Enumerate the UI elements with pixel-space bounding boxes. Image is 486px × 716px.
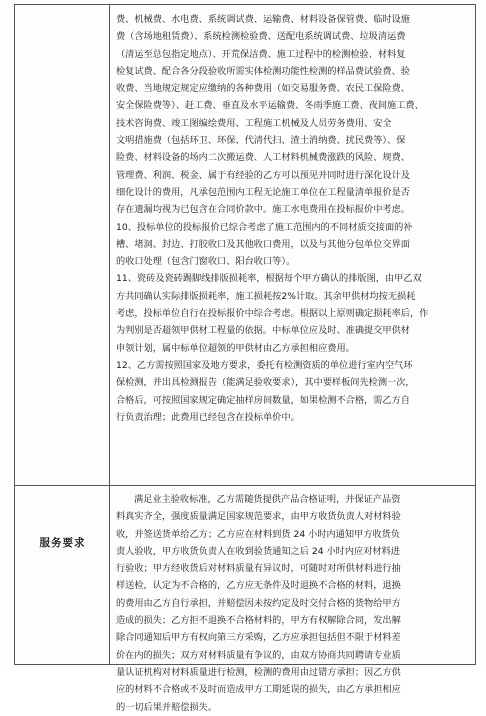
text-line: 的一切后果并赔偿损失。 (116, 701, 218, 713)
text-line: 方共同确认实际排版损耗率，施工损耗按2%计取。其余甲供材均按无损耗 (116, 290, 416, 302)
text-line: 料真实齐全，强度质量满足国家规范要求，由甲方收货负责人对材料验 (116, 511, 401, 523)
requirements-table (14, 4, 476, 713)
text-line: 价在内的损失；双方对材料质量有争议的，由双方协商共同聘请专业质 (116, 649, 401, 661)
text-line: 安全保险费等）、赶工费、垂直及水平运输费、冬雨季施工费、夜间施工费、 (116, 100, 424, 112)
text-line: 满足业主验收标准，乙方需随货提供产品合格证明，并保证产品资 (134, 494, 401, 505)
left-column (15, 5, 110, 664)
text-line: 存在遗漏均视为已包含在合同价款中。施工水电费用在投标报价中考虑。 (116, 204, 410, 216)
service-requirements-text (116, 491, 470, 716)
text-line: 行负责治理；此费用已经包含在投标单价中。 (116, 411, 300, 423)
text-line: 槽、堵洞、封边、打胶收口及其他收口费用，以及与其他分包单位交界面 (116, 238, 410, 250)
text-line: 收费、当地规定规定应缴纳的各种费用（如交易服务费、农民工保险费、 (116, 83, 410, 95)
text-line: 考虑，投标单位自行在投标报价中综合考虑。根据以上原则确定损耗率后，作 (116, 308, 429, 320)
text-line: 量认证机构对材料质量进行检测，检测的费用由过错方承担；因乙方供 (116, 666, 401, 678)
text-line: 除合同通知后甲方有权向第三方采购，乙方应承担包括但不限于材料差 (116, 632, 401, 644)
text-line: 收，并签送货单给乙方；乙方应在材料到货 24 小时内通知甲方收货负 (116, 528, 400, 540)
text-line: 为判别是否超领甲供材工程量的依据。中标单位应及时、准确提交甲供材 (116, 325, 410, 337)
text-line: 的收口处理（包含门窗收口、阳台收口等）。 (116, 256, 296, 268)
text-line: 12、乙方需按照国家及地方要求，委托有检测资质的单位进行室内空气环 (116, 359, 413, 371)
text-line: 检复试费、配合各分段验收所需实体检测功能性检测的样品费试验费、验 (116, 65, 410, 77)
text-line: 技术咨询费、竣工图编绘费用、工程施工机械及人员劳务费用、安全 (116, 117, 392, 129)
text-line: 管理费、利润、税金、属于有经验的乙方可以预见并同时进行深化设计及 (116, 169, 410, 181)
text-line: 费（含场地租赁费）、系统检测检验费、送配电系统调试费、垃圾清运费 (116, 31, 406, 43)
text-line: 样送检，认定为不合格的，乙方应无条件及时退换不合格的材料，退换 (116, 580, 401, 592)
text-line: 造成的损失；乙方拒不退换不合格材料的，甲方有权解除合同，发出解 (116, 615, 401, 627)
text-line: 费、机械费、水电费、系统调试费、运输费、材料设备保管费、临时设施 (116, 14, 410, 25)
text-line: 险费、材料设备的场内二次搬运费、人工材料机械费涨跌的风险、规费、 (116, 152, 410, 164)
text-line: 申领计划，属中标单位超领的甲供材由乙方承担相应费用。 (116, 342, 355, 354)
row-divider (15, 485, 475, 486)
text-line: 合格后，可按照国家规定确定抽样房间数量，如果检测不合格，需乙方自 (116, 394, 410, 406)
text-line: 文明措施费（包括环卫、环保、代清代扫、渣土消纳费、扰民费等）、保 (116, 135, 406, 147)
text-line: 责人验收，甲方收货负责人在收到验货通知之后 24 小时内应对材料进 (116, 545, 400, 557)
text-line: 细化设计的费用，凡承包范围内工程无论施工单位在工程量清单报价是否 (116, 186, 410, 198)
text-line: 行验收；甲方经收货后对材料质量有异议时，可随时对所供材料进行抽 (116, 563, 401, 575)
text-line: 的费用由乙方自行承担，并赔偿因未按约定及时交付合格的货物给甲方 (116, 597, 401, 609)
text-line: 保检测，并出具检测报告（能满足验收要求），其中要样板间先检测一次， (116, 377, 415, 389)
service-requirements-label: 服务要求 (39, 537, 86, 549)
pricing-clauses (116, 11, 470, 426)
text-line: （清运至总包指定地点）、开荒保洁费、施工过程中的检测检验、材料复 (116, 48, 406, 60)
text-line: 应的材料不合格或不及时而造成甲方工期延误的损失，由乙方承担相应 (116, 684, 401, 696)
text-line: 11、瓷砖及瓷砖踢脚线排版损耗率，根据每个甲方确认的排版图，由甲乙双 (116, 273, 422, 285)
text-line: 10、投标单位的投标报价已综合考虑了施工范围内的不同材质交接面的补 (116, 221, 413, 233)
